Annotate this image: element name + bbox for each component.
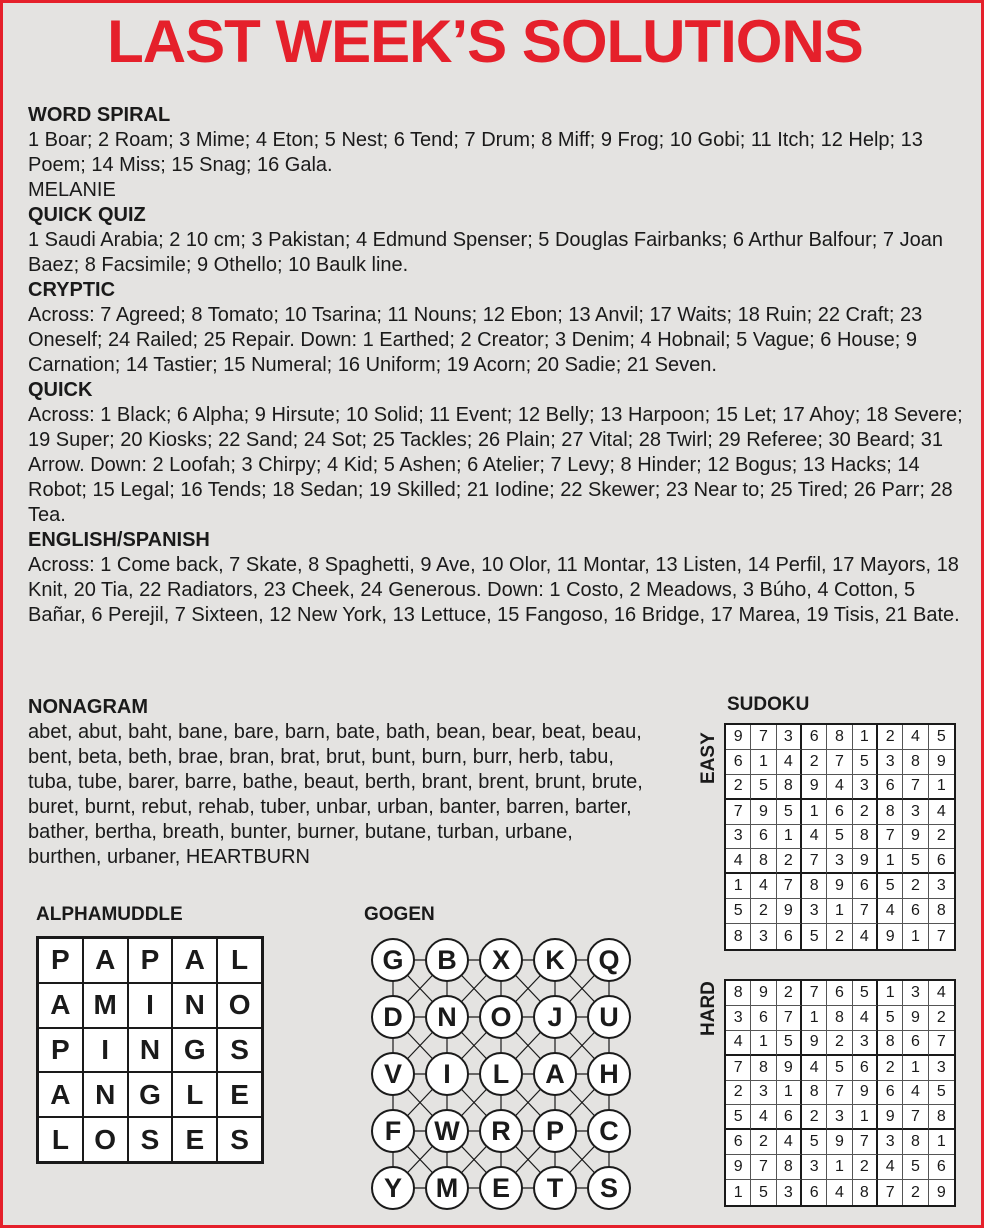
sudoku-cell: 8 (853, 1180, 878, 1205)
sudoku-cell: 2 (751, 899, 776, 924)
sudoku-cell: 1 (802, 800, 827, 825)
sudoku-cell: 6 (878, 1081, 903, 1106)
sudoku-cell: 1 (802, 1006, 827, 1031)
sudoku-cell: 5 (903, 1155, 928, 1180)
sudoku-cell: 3 (853, 1031, 878, 1056)
sudoku-cell: 9 (827, 874, 852, 899)
section-text: MELANIE (28, 179, 116, 201)
sudoku-cell: 1 (827, 1155, 852, 1180)
sudoku-cell: 4 (802, 1056, 827, 1081)
sudoku-cell: 7 (903, 775, 928, 800)
gogen-letter: X (491, 945, 511, 975)
sudoku-cell: 7 (751, 1155, 776, 1180)
sudoku-cell: 3 (777, 725, 802, 750)
sudoku-cell: 2 (929, 1006, 954, 1031)
sudoku-cell: 2 (878, 1056, 903, 1081)
sudoku-cell: 7 (802, 981, 827, 1006)
gogen-letter: A (545, 1059, 565, 1089)
sudoku-cell: 2 (903, 1180, 928, 1205)
sudoku-cell: 6 (726, 750, 751, 775)
alphamuddle-cell: I (128, 983, 173, 1028)
alphamuddle-cell: L (172, 1072, 217, 1117)
sudoku-cell: 3 (903, 800, 928, 825)
sudoku-cell: 6 (802, 1180, 827, 1205)
gogen-letter: H (599, 1059, 619, 1089)
sudoku-cell: 5 (726, 899, 751, 924)
section-text: 1 Boar; 2 Roam; 3 Mime; 4 Eton; 5 Nest; 6 Tend; 7 Drum; 8 Miff; 9 Frog; 10 Gobi; 11 Itch; 12 Help; 13 Poem; 14 Miss; 15 Snag; 16 Gala. (28, 129, 923, 176)
alphamuddle-cell: G (172, 1028, 217, 1073)
sudoku-cell: 4 (853, 1006, 878, 1031)
gogen-letter: J (547, 1002, 563, 1032)
sudoku-cell: 8 (903, 750, 928, 775)
sudoku-cell: 2 (929, 825, 954, 850)
sudoku-cell: 4 (903, 1081, 928, 1106)
sudoku-cell: 9 (878, 924, 903, 949)
sudoku-cell: 2 (827, 1031, 852, 1056)
sudoku-cell: 3 (827, 849, 852, 874)
sudoku-cell: 5 (726, 1105, 751, 1130)
gogen-letter: G (382, 945, 404, 975)
sudoku-cell: 2 (903, 874, 928, 899)
sudoku-cell: 3 (929, 874, 954, 899)
nonagram-section (28, 695, 648, 870)
sudoku-cell: 1 (777, 825, 802, 850)
alphamuddle-cell: M (83, 983, 128, 1028)
sudoku-cell: 7 (929, 1031, 954, 1056)
section-text: 1 Saudi Arabia; 2 10 cm; 3 Pakistan; 4 Edmund Spenser; 5 Douglas Fairbanks; 6 Arthur Balfour; 7 Joan Baez; 8 Facsimile; 9 Othello; 10 Baulk line. (28, 229, 943, 276)
sudoku-cell: 3 (878, 750, 903, 775)
sudoku-cell: 6 (903, 899, 928, 924)
alphamuddle-cell: E (217, 1072, 262, 1117)
sudoku-cell: 8 (751, 849, 776, 874)
sudoku-cell: 7 (802, 849, 827, 874)
sudoku-cell: 4 (802, 825, 827, 850)
sudoku-cell: 5 (751, 775, 776, 800)
gogen-letter: V (383, 1059, 403, 1089)
alphamuddle-cell: A (38, 1072, 83, 1117)
page-title: LAST WEEK’S SOLUTIONS (107, 8, 863, 75)
sudoku-cell: 8 (802, 1081, 827, 1106)
alphamuddle-cell: N (83, 1072, 128, 1117)
sudoku-cell: 5 (853, 750, 878, 775)
sudoku-cell: 4 (726, 1031, 751, 1056)
gogen-heading: GOGEN (364, 904, 435, 925)
sudoku-cell: 6 (827, 800, 852, 825)
sudoku-cell: 2 (726, 1081, 751, 1106)
sudoku-cell: 9 (802, 775, 827, 800)
sudoku-cell: 4 (827, 775, 852, 800)
sudoku-cell: 1 (853, 725, 878, 750)
sudoku-cell: 5 (777, 1031, 802, 1056)
sudoku-cell: 2 (726, 775, 751, 800)
sudoku-cell: 7 (777, 874, 802, 899)
sudoku-cell: 3 (853, 775, 878, 800)
sudoku-cell: 1 (878, 849, 903, 874)
section-text: Across: 1 Come back, 7 Skate, 8 Spaghetti, 9 Ave, 10 Olor, 11 Montar, 13 Listen, 14 Perfil, 17 Mayors, 18 Knit, 20 Tia, 22 Radiators, 23 Cheek, 24 Generous. Down: 1 Costo, 2 Meadows, 3 Búho, 4 Cotton, 5 Bañar, 6 Perejil, 7 Sixteen, 12 New York, 13 Lettuce, 15 Fangoso, 16 Bridge, 17 Marea, 19 Tisis, 21 Bate. (28, 554, 960, 626)
sudoku-cell: 8 (853, 825, 878, 850)
section-heading: CRYPTIC (28, 279, 116, 301)
sudoku-cell: 3 (878, 1130, 903, 1155)
gogen-letter: L (492, 1059, 510, 1089)
sudoku-hard-label: HARD (698, 981, 719, 1036)
sudoku-cell: 5 (827, 1056, 852, 1081)
sudoku-cell: 9 (936, 1183, 946, 1201)
sudoku-cell: 2 (802, 750, 827, 775)
sudoku-cell: 9 (802, 1031, 827, 1056)
sudoku-cell: 7 (827, 1081, 852, 1106)
sudoku-cell: 9 (827, 1130, 852, 1155)
sudoku-cell: 3 (929, 1056, 954, 1081)
gogen-grid (360, 930, 640, 1225)
sudoku-cell: 1 (726, 874, 751, 899)
sudoku-cell: 6 (827, 981, 852, 1006)
gogen-letter: T (546, 1173, 564, 1203)
alphamuddle-cell: I (83, 1028, 128, 1073)
gogen-letter: O (490, 1002, 512, 1032)
sudoku-cell: 8 (929, 899, 954, 924)
sudoku-cell: 5 (827, 825, 852, 850)
sudoku-cell: 5 (777, 800, 802, 825)
sudoku-cell: 9 (853, 1081, 878, 1106)
sudoku-cell: 4 (903, 725, 928, 750)
alphamuddle-heading: ALPHAMUDDLE (36, 904, 183, 925)
sudoku-cell: 9 (751, 981, 776, 1006)
sudoku-heading: SUDOKU (727, 694, 810, 715)
sudoku-cell: 1 (903, 924, 928, 949)
sudoku-cell: 4 (751, 874, 776, 899)
sudoku-cell: 9 (751, 800, 776, 825)
sudoku-cell: 2 (777, 981, 802, 1006)
alphamuddle-cell: P (38, 938, 83, 983)
alphamuddle-cell: S (217, 1028, 262, 1073)
sudoku-cell: 4 (929, 981, 954, 1006)
sudoku-cell: 3 (802, 1155, 827, 1180)
sudoku-cell: 4 (751, 1105, 776, 1130)
sudoku-cell: 8 (827, 725, 852, 750)
sudoku-cell: 5 (929, 1081, 954, 1106)
sudoku-cell: 2 (751, 1130, 776, 1155)
sudoku-cell: 3 (903, 981, 928, 1006)
nonagram-text: abet, abut, baht, bane, bare, barn, bate, bath, bean, bear, beat, beau, bent, beta, beth, brae, bran, brat, brut, bunt, burn, burr, herb, tabu, tuba, tube, barer, barre, bathe, beaut, berth, brant, brent, brunt, brute, buret, burnt, rebut, rehab, tuber, unbar, urban, banter, barren, barter, bather, bertha, breath, bunter, burner, butane, turban, urbane, burthen, urbaner, HEARTBURN (28, 721, 643, 868)
sudoku-cell: 2 (853, 800, 878, 825)
sudoku-cell: 1 (751, 750, 776, 775)
sudoku-cell: 8 (777, 1155, 802, 1180)
gogen-letter: D (383, 1002, 403, 1032)
sudoku-cell: 6 (751, 1006, 776, 1031)
sudoku-cell: 6 (751, 825, 776, 850)
sudoku-cell: 1 (929, 1130, 954, 1155)
sudoku-cell: 4 (878, 899, 903, 924)
sudoku-cell: 6 (929, 849, 954, 874)
alphamuddle-cell: A (38, 983, 83, 1028)
section-text: Across: 1 Black; 6 Alpha; 9 Hirsute; 10 Solid; 11 Event; 12 Belly; 13 Harpoon; 15 Let; 17 Ahoy; 18 Severe; 19 Super; 20 Kiosks; 22 Sand; 24 Sot; 25 Tackles; 26 Plain; 27 Vital; 28 Twirl; 29 Referee; 30 Beard; 31 Arrow. Down: 2 Loofah; 3 Chirpy; 4 Kid; 5 Ashen; 6 Atelier; 7 Levy; 8 Hinder; 12 Bogus; 13 Hacks; 14 Robot; 15 Legal; 16 Tends; 18 Sedan; 19 Skilled; 21 Iodine; 22 Skewer; 23 Near to; 25 Tired; 26 Parr; 28 Tea. (28, 404, 963, 526)
sudoku-cell: 5 (751, 1180, 776, 1205)
sudoku-cell: 3 (751, 1081, 776, 1106)
sudoku-cell: 3 (751, 924, 776, 949)
sudoku-cell: 4 (777, 1130, 802, 1155)
sudoku-cell: 7 (751, 725, 776, 750)
sudoku-cell: 6 (777, 924, 802, 949)
gogen-letter: W (434, 1116, 460, 1146)
gogen-letter: Q (598, 945, 620, 975)
section-heading: QUICK QUIZ (28, 204, 146, 226)
sudoku-cell: 6 (878, 775, 903, 800)
sudoku-cell: 1 (929, 775, 954, 800)
section-heading: QUICK (28, 379, 93, 401)
alphamuddle-cell: S (217, 1117, 262, 1162)
sudoku-cell: 4 (726, 849, 751, 874)
sudoku-hard-grid (724, 979, 956, 1207)
sudoku-cell: 1 (878, 981, 903, 1006)
alphamuddle-cell: P (38, 1028, 83, 1073)
sudoku-cell: 7 (726, 1056, 751, 1081)
sudoku-cell: 6 (903, 1031, 928, 1056)
alphamuddle-cell: L (38, 1117, 83, 1162)
sudoku-cell: 5 (802, 924, 827, 949)
section-heading: WORD SPIRAL (28, 104, 171, 126)
sudoku-cell: 5 (878, 1006, 903, 1031)
alphamuddle-cell: A (83, 938, 128, 983)
sudoku-cell: 8 (777, 775, 802, 800)
sudoku-cell: 9 (777, 899, 802, 924)
sudoku-cell: 3 (777, 1180, 802, 1205)
alphamuddle-cell: G (128, 1072, 173, 1117)
sudoku-cell: 6 (853, 1056, 878, 1081)
sudoku-cell: 9 (903, 825, 928, 850)
sudoku-cell: 6 (929, 1155, 954, 1180)
sudoku-cell: 7 (853, 1130, 878, 1155)
gogen-letter: N (437, 1002, 457, 1032)
sudoku-cell: 7 (903, 1105, 928, 1130)
solutions-sections (28, 103, 963, 628)
sudoku-cell: 7 (878, 1180, 903, 1205)
sudoku-cell: 2 (827, 924, 852, 949)
sudoku-cell: 2 (853, 1155, 878, 1180)
sudoku-cell: 7 (726, 800, 751, 825)
sudoku-cell: 1 (777, 1081, 802, 1106)
sudoku-cell: 8 (878, 800, 903, 825)
sudoku-cell: 4 (929, 800, 954, 825)
alphamuddle-cell: E (172, 1117, 217, 1162)
sudoku-cell: 7 (827, 750, 852, 775)
sudoku-cell: 4 (777, 750, 802, 775)
sudoku-cell: 2 (878, 725, 903, 750)
alphamuddle-grid (36, 936, 264, 1164)
sudoku-cell: 8 (726, 924, 751, 949)
gogen-letter: E (491, 1173, 511, 1203)
alphamuddle-cell: N (128, 1028, 173, 1073)
sudoku-cell: 1 (853, 1105, 878, 1130)
sudoku-cell: 2 (777, 849, 802, 874)
sudoku-cell: 1 (751, 1031, 776, 1056)
sudoku-cell: 3 (827, 1105, 852, 1130)
sudoku-cell: 2 (802, 1105, 827, 1130)
sudoku-cell: 8 (751, 1056, 776, 1081)
sudoku-cell: 4 (878, 1155, 903, 1180)
sudoku-cell: 5 (929, 725, 954, 750)
gogen-letter: K (545, 945, 565, 975)
gogen-letter: S (599, 1173, 619, 1203)
gogen-letter: Y (383, 1173, 403, 1203)
sudoku-cell: 5 (853, 981, 878, 1006)
sudoku-cell: 6 (726, 1130, 751, 1155)
sudoku-cell: 8 (929, 1105, 954, 1130)
sudoku-cell: 4 (827, 1180, 852, 1205)
gogen-letter: C (599, 1116, 619, 1146)
section-text: Across: 7 Agreed; 8 Tomato; 10 Tsarina; 11 Nouns; 12 Ebon; 13 Anvil; 17 Waits; 18 Ruin; 22 Craft; 23 Oneself; 24 Railed; 25 Repair. Down: 1 Earthed; 2 Creator; 3 Denim; 4 Hobnail; 5 Vague; 6 House; 9 Carnation; 14 Tastier; 15 Numeral; 16 Uniform; 19 Acorn; 20 Sadie; 21 Seven. (28, 304, 923, 376)
gogen-letter: P (545, 1116, 565, 1146)
alphamuddle-cell: S (128, 1117, 173, 1162)
alphamuddle-cell: P (128, 938, 173, 983)
sudoku-cell: 8 (878, 1031, 903, 1056)
sudoku-cell: 8 (827, 1006, 852, 1031)
sudoku-cell: 7 (853, 899, 878, 924)
sudoku-easy-label: EASY (698, 732, 719, 784)
sudoku-cell: 9 (726, 725, 751, 750)
sudoku-cell: 8 (802, 874, 827, 899)
sudoku-cell: 3 (802, 899, 827, 924)
sudoku-cell: 9 (878, 1105, 903, 1130)
sudoku-cell: 9 (929, 750, 954, 775)
sudoku-cell: 6 (802, 725, 827, 750)
gogen-letter: F (384, 1116, 402, 1146)
alphamuddle-cell: A (172, 938, 217, 983)
sudoku-cell: 9 (903, 1006, 928, 1031)
sudoku-cell: 9 (853, 849, 878, 874)
gogen-letter: U (599, 1002, 619, 1032)
sudoku-cell: 1 (827, 899, 852, 924)
section-heading: ENGLISH/SPANISH (28, 529, 210, 551)
nonagram-heading: NONAGRAM (28, 696, 148, 718)
sudoku-cell: 5 (878, 874, 903, 899)
sudoku-easy-grid (724, 723, 956, 951)
alphamuddle-cell: L (217, 938, 262, 983)
sudoku-cell: 5 (802, 1130, 827, 1155)
sudoku-cell: 1 (726, 1180, 751, 1205)
sudoku-cell: 7 (936, 927, 946, 945)
sudoku-cell: 4 (853, 924, 878, 949)
alphamuddle-cell: O (83, 1117, 128, 1162)
alphamuddle-cell: O (217, 983, 262, 1028)
sudoku-cell: 8 (726, 981, 751, 1006)
sudoku-cell: 6 (853, 874, 878, 899)
alphamuddle-cell: N (172, 983, 217, 1028)
gogen-letter: B (437, 945, 457, 975)
sudoku-cell: 7 (878, 825, 903, 850)
sudoku-cell: 3 (726, 1006, 751, 1031)
sudoku-cell: 7 (777, 1006, 802, 1031)
gogen-letter: I (443, 1059, 451, 1089)
sudoku-cell: 9 (777, 1056, 802, 1081)
gogen-letter: M (435, 1173, 459, 1203)
sudoku-cell: 5 (903, 849, 928, 874)
sudoku-cell: 6 (777, 1105, 802, 1130)
sudoku-cell: 1 (903, 1056, 928, 1081)
sudoku-cell: 9 (726, 1155, 751, 1180)
sudoku-cell: 3 (726, 825, 751, 850)
gogen-letter: R (491, 1116, 511, 1146)
sudoku-cell: 8 (903, 1130, 928, 1155)
